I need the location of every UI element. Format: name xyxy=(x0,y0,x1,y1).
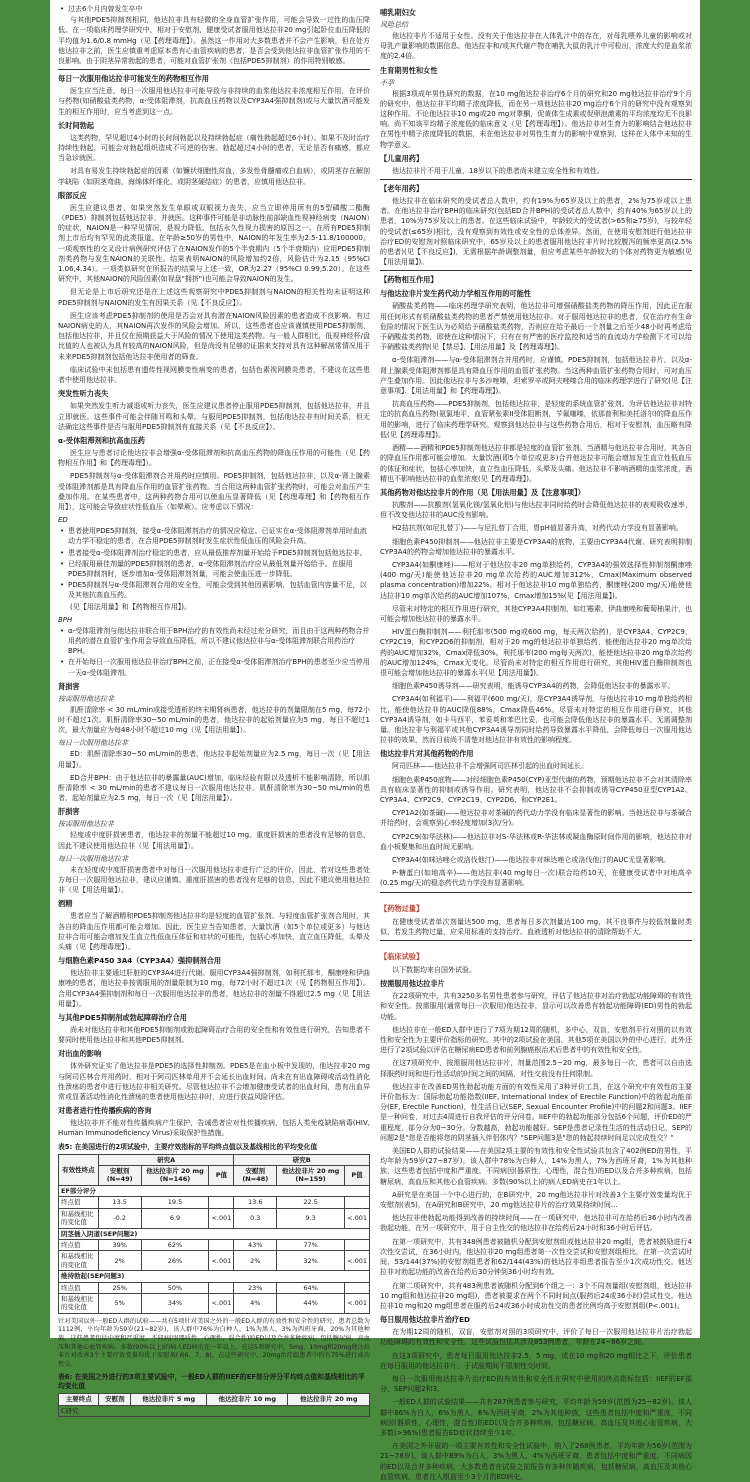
paragraph: CYP1A2(如茶碱)——他达拉非对茶碱的药代动力学没有临床显著性的影响。当他达拉非与茶碱合并给药时，会观察到心率轻度增加(3次/分)。 xyxy=(380,809,692,828)
table-row xyxy=(59,1239,370,1250)
paragraph: 尽管未对特定的相互作用进行研究，其他CYP3A4抑制剂，如红霉素，伊曲康唑和葡萄柚果汁，也可能会增加他达拉非的暴露水平。 xyxy=(380,604,692,623)
table-cell: 5% xyxy=(98,1293,141,1313)
table-cell: <.001 xyxy=(209,1293,234,1313)
ed-bullet: • 患者接受α-受体阻滞剂治疗稳定的患者，应从最低推荐剂量开始给予PDE5抑制剂包括他达拉非。 xyxy=(58,548,370,558)
paragraph: 在健康受试者单次剂量达500 mg，患者每日多次剂量达100 mg，其不良事件与较低剂量时类似，若发生药物过量，应采用标准的支持治疗。血液透析对他达拉非的清除帮助不大。 xyxy=(380,917,692,936)
paragraph: ED合并BPH：由于他达拉非的暴露量(AUC)增加，临床经验有限以及透析不能影响清除，所以肌酐清除率 < 30 mL/min的患者不建议每日一次服用他达拉非。肌酐清除率为30~50 mL/min的患者，起始剂量应为2.5 mg，每日一次（见【用法用量】）。 xyxy=(58,773,370,803)
section-title: 肾损害 xyxy=(58,681,80,691)
paragraph: 酒精——酒精和PDE5抑制剂他达拉非都是轻度的血管扩张剂。当酒精与他达拉非合用时，其各自的降血压作用都可能会增加。大量饮酒(即5个单位或更多)合并他达拉非可能会增加发生直立性低血压的体征和症状，包括心率加快，直立性血压降低，头晕及头痛。他达拉非不影响酒精的血浆浓度，酒精也不影响他达拉非的血浆浓度(见【药理毒理】)。 xyxy=(380,444,692,483)
paragraph: 他达拉非并不能对性传播疾病产生保护，告诫患者应对性传播疾病，包括人类免疫缺陷病毒(HIV, Human Immunodeficiency Virus)采取保护性措施。 xyxy=(58,1119,370,1138)
table-header: 他达拉非片 20 mg (N=159) xyxy=(277,1166,345,1186)
table5-caption: 表5: 在美国进行的2项试验中，主要疗效指标的平均终点值以及基线相比的平均变化值 xyxy=(58,1142,318,1151)
document-page xyxy=(50,0,700,1481)
section-title: 【老年用药】 xyxy=(380,184,424,194)
section-title: 突发性听力丧失 xyxy=(58,389,109,399)
paragraph: 抗高血压药物——PDE5抑制剂，包括他达拉非，是轻度的系统血管扩张剂。为评估他达拉非对特定的抗高血压药物(氨氯地平，血管紧张素II受体阻断剂，苄氟噻嗪，依那普利和美托洛尔)的降血压作用的影响，进行了临床药理学研究。观察到他达拉非与这些药物合用后，相对于安慰剂，血压略有降低(见【药理毒理】)。 xyxy=(380,400,692,439)
row-label: 终点值 xyxy=(59,1239,99,1250)
paragraph: 在这3项研究中，患者每日服用他达拉非2.5，5 mg，或在10 mg和20 mg相比之下，评价患者在每日服用的他达拉非片，于试验期间不限制性交时间。 xyxy=(380,1351,692,1370)
paragraph: 他达拉非片不用于儿童，18岁以下的患者尚未建立安全性和有效性。 xyxy=(392,166,604,175)
table5-body xyxy=(59,1185,370,1313)
table-cell: 34% xyxy=(141,1293,209,1313)
table-cell: 13.6 xyxy=(234,1197,277,1208)
section-title: 对出血的影响 xyxy=(58,1049,102,1059)
table-cell: 43% xyxy=(234,1239,277,1250)
paragraph: CYP3A4(如酮康唑)——相对于他达拉非20 mg单独给药，CYP3A4的强效选择性抑制剂酮康唑(400 mg/天)能使他达拉非20 mg单次给药的AUC增加312%，Cmax(Maximum observed plasma concentration)增加22%。相对于他达拉非10 mg单独给药，酮康唑(200 mg/天)能使他达拉非10 mg单次给药的AUC增加107%，Cmax增加15%(见【用法用量】)。 xyxy=(380,560,692,600)
subheading: 按需服用他达拉非 xyxy=(58,694,114,703)
table-row xyxy=(59,1197,370,1208)
overdose-tag: 【药物过量】 xyxy=(380,903,424,913)
table-cell: <.001 xyxy=(345,1251,370,1271)
paragraph: 细胞色素P450抑制剂——他达拉非主要是CYP3A4的底物，主要由CYP3A4代谢。研究表明抑制CYP3A4的药物会增加他达拉非的暴露水平。 xyxy=(380,537,692,556)
paragraph: 医生应与患者讨论他达拉非会增强α-受体阻滞剂和抗高血压药物的降血压作用的可能性（见【药物相互作用】和【药理毒理】）。 xyxy=(58,448,370,468)
paragraph: 根据3项成年男性研究的数据，在10 mg他达拉非治疗6个月的研究和20 mg他达拉非治疗9个月的研究中，他达拉非平均精子浓度降低，而在另一项他达拉非20 mg治疗6个月的研究中没有观察到这种作用。不论他达拉非10 mg或20 mg对睾酮，促黄体生成素或促卵泡激素的平均浓度均无不良影响。尚不知该平均精子浓度低的临床意义（见【药理毒理】）。他达拉非对生育力的影响结合他达拉非在男性中精子浓度降低的数据，未在他达拉非对男性生育力的影响中观察到，这样在人体中未知的生物学意义。 xyxy=(380,89,692,149)
table-cell: 25% xyxy=(98,1282,141,1293)
section-title: 肝损害 xyxy=(58,807,80,817)
paragraph: 阿司匹林——他达拉非不会增强阿司匹林引起的出血时间延长。 xyxy=(392,762,588,771)
table-cell: 23% xyxy=(234,1282,277,1293)
paragraph: 细胞色素P450诱导剂——研究表明，能诱导CYP3A4的药物，会降低他达拉非的暴露水平。 xyxy=(392,682,675,691)
paragraph: 他达拉非主要通过肝脏的CYP3A4进行代谢。服用CYP3A4强抑制剂，如利托那韦，酮康唑和伊曲康唑的患者，他达拉非按需服用的剂量限制为10 mg，每72小时不超过1次（见【药物相互作用】）。合用CYP3A4强抑制剂和每日一次服用他达拉非的患者，他达拉非的剂量不得超过2.5 mg（见【用法用量】）。 xyxy=(58,969,370,1008)
table-header: 他达拉非片 20 mg xyxy=(288,1394,370,1405)
row-label: 终点值 xyxy=(59,1282,99,1293)
table-header: 安慰剂 (N=49) xyxy=(98,1166,141,1186)
table-header: 他达拉非片 5 mg xyxy=(131,1394,207,1405)
table-group: C研究 xyxy=(59,1405,370,1416)
table-cell xyxy=(345,1282,370,1293)
table-cell: <.001 xyxy=(209,1208,234,1228)
paragraph: 未在轻度或中度肝损害患者中对每日一次服用他达拉非进行广泛的评价，因此，若对这些患者处方每日一次服用他达拉非，建议应谨慎。重度肝损害的患者没有足够的信息，因此不建议使用他达拉非（见【用法用量】）。 xyxy=(58,865,370,895)
table-row xyxy=(59,1282,370,1293)
paragraph: 抗酸剂——抗酸剂(氢氧化镁/氢氧化铝)与他达拉非同时给药时会降低他达拉非的表观吸收速率，但不改变他达拉非的AUC没有影响。 xyxy=(380,500,692,520)
table-cell: 9.3 xyxy=(277,1208,345,1228)
section-title: 与细胞色素P450 3A4（CYP3A4）强抑制剂合用 xyxy=(58,956,222,966)
table-cell: 39% xyxy=(98,1239,141,1250)
paragraph: 美国ED人群的试验结果——在美国2项主要的有效性和安全性试验共包含了402例ED的男性，平均年龄为59岁(27~87岁)，该人群中78%为白种人，14%为黑人，7%为西班牙裔，1%为其他种族，这些患者包括中度和严重度，不同病因(器质性，心理性，混合性)的ED以及合并多种疾病，包括糖尿病，高血压和其他心血管疾病。多数(90%以上)的病人ED病史在1年以上。 xyxy=(380,1147,692,1186)
ed-bullet: • 患者使用PDE5抑制剂，接受α-受体阻滞剂治疗的情况应稳定。已证实在α-受体阻滞剂单用时血流动力学不稳定的患者，在合用PDE5抑制剂时发生症状性低血压的风险会升高。 xyxy=(58,526,370,546)
paragraph: 他达拉非在临床研究的受试者总人数中，约有19%为65岁及以上的患者，2%为75岁或以上患者。在他达拉非治疗BPH的临床研究(包括ED合并BPH)的受试者总人数中，约有40%为65岁以上的患者，10%为75岁及以上的患者。在这些临床试验中，年龄较大的受试者(>65和≥75岁)，与较年轻的受试者(≤65岁)相比，没有观察到有效性或安全性的总体差异。然而，在使用安慰剂进行他达拉非治疗ED的安慰剂对照临床研究中，65岁及以上的患者服用他达拉非片时比较腹泻的频率更高(2.5%的患者)(见【不良反应】)，无需根据年龄调整剂量，但应考虑某些年龄较大的个体对药物更为敏感(见【用法用量】)。 xyxy=(380,197,692,267)
paragraph: P-糖蛋白(如地高辛)——他达拉非(40 mg每日一次)联合给药10天，在健康受试者中对地高辛(0.25 mg/天)的稳态药代动力学没有显著影响。 xyxy=(380,869,692,888)
row-label: 和基线相比的变化值 xyxy=(59,1293,99,1313)
top-bullet: • 过去6个月内曾发生卒中 xyxy=(58,4,370,14)
table-header: 有效性终点 xyxy=(59,1154,99,1185)
subheading: 风险总结 xyxy=(380,21,408,29)
section-title: 【药物相互作用】 xyxy=(380,275,438,285)
table-header: 安慰剂 (N=48) xyxy=(234,1166,277,1186)
table-cell: 0.3 xyxy=(234,1208,277,1228)
subsection-title: 每日服用他达拉非片治疗ED xyxy=(380,1315,470,1325)
ed-label: ED xyxy=(58,516,68,525)
bph-label: BPH xyxy=(58,615,73,624)
table-cell: 4% xyxy=(234,1293,277,1313)
paragraph: 医生应当注意，每日一次服用他达拉非可能导致与非持续的血浆他达拉非浓度相互作用，在评价与药物(如硝酸盐类药物，α-受体阻滞剂，抗高血压药物以及CYP3A4强抑制剂)或与大量饮酒可能发生的相互作用时，应当考虑到这一点。 xyxy=(58,87,370,116)
table-cell xyxy=(345,1239,370,1250)
paragraph: CYP2C9(如华法林)——他达拉非对S-华法林或R-华法林或凝血酶原时间作用的影响，他达拉非对血小板聚集和出血时间无影响。 xyxy=(380,832,692,851)
paragraph: 尚未对他达拉非和其他PDE5抑制剂或勃起障碍治疗合用的安全性和有效性进行研究，告知患者不要同时使用他达拉非和其他PDE5抑制剂。 xyxy=(58,1026,370,1045)
table-cell: 26% xyxy=(141,1251,209,1271)
row-label: 和基线相比的变化值 xyxy=(59,1208,99,1228)
subsection-title: 按需服用他达拉非片 xyxy=(380,979,445,989)
paragraph: 在22项研究中，共有3250多名男性患者参与研究，评估了他达拉非对治疗勃起功能障碍的有效性和安全性。按需服用(通常每日一次服用)他达拉非，显示可以改善患有勃起功能障碍(ED)男性的勃起功能。 xyxy=(380,992,692,1021)
table-row xyxy=(59,1208,370,1228)
table-cell: 32% xyxy=(277,1251,345,1271)
table-cell: 13.5 xyxy=(98,1197,141,1208)
paragraph: 在这7项研究中，按需服用他达拉非片，剂量范围2.5~20 mg，最多每日一次，患者可以自由选择服药时间和进行性活动的时间之间的间隔，对性交前没有任何限制。 xyxy=(380,1059,692,1078)
table-cell: 2% xyxy=(98,1251,141,1271)
paragraph: 在美国之外开展的一项主要有效性和安全性试验中，纳入了268例患者，平均年龄为56岁(范围为21~78岁)，该人群中89%为白人，3%为黑人，4%为西班牙裔，患者包括中度和严重度，不同病因的ED以及合并多种疾病，大多数患者在试验之前报告有多种伴随疾病，包括糖尿病，高血压及其他心血管疾病，患者在入组前至少3个月的ED病史。 xyxy=(380,1442,692,1481)
section-title: 每日一次服用他达拉非可能发生的药物相互作用 xyxy=(58,74,209,84)
divider xyxy=(380,940,692,941)
subheading: 每日一次服用他达拉非 xyxy=(58,854,128,863)
subheading: 每日一次服用他达拉非 xyxy=(58,739,128,748)
paragraph: 医生应该考虑PDE5抑制剂的使用是否会对具有潜在NAION风险因素的患者造成不良影响。有过NAION病史的人，其NAION再次发作的风险会增加。所以，这些患者也应该谨慎使用PDE5抑制剂，包括他达拉非，并且仅在预期获益大于风险的情况下使用这类药物。与一般人群相比，低视神经杯/盘比值的人也被认为具有较高的NAION风险，但是尚没有足够的证据来支持对具有这种解剖常情况用于未来PDE5抑制剂包括他达拉非使用者的筛查。 xyxy=(58,311,370,361)
paragraph: 在第一项研究中，共有348例患者被随机分配到安慰剂组或他达拉非20 mg组，患者被鼓励进行4次性交尝试，在36小时内，他达拉非20 mg组患者第一次性交尝试和安慰剂组相比，在第一次尝试时间，53/144(37%)的安慰剂组患者和62/144(43%)的他达拉非组患者报告至少1次成功性交。他达拉非对勃起功能的改善在给药后30分钟到36小时均有效。 xyxy=(380,1237,692,1277)
table5 xyxy=(58,1154,370,1314)
paragraph: 他达拉非片不适用于女性。没有关于他达拉非在人体乳汁中的存在，对母乳喂养儿童的影响或对母乳产量影响的数据信息。他达拉非和/或其代谢产物在哺乳大鼠的乳汁中可检出，浓度大约是血浆浓度的2.4倍。 xyxy=(380,32,692,61)
divider xyxy=(380,892,692,893)
table-cell: 77% xyxy=(277,1239,345,1250)
table-cell xyxy=(209,1282,234,1293)
paragraph: 医生应建议患者，如果突然发生单眼或双眼视力丧失，应当立即停用所有的5型磷酸二酯酶（PDE5）抑制剂包括他达拉非，并就医。这种事件可能是非动脉性前部缺血性视神经病变（NAION）的症状，NAION是一种罕见情况，是视力降低、包括永久性视力损害的原因之一。在所有PDE5抑制剂上市后均有罕见的此类报道。在年龄≥50岁的男性中，NAION的年发生率为2.5-11.8/100000。一项观察性的交叉设计病例研究评估了在NAION发作的5个半衰期内（5个半衰期内）应用PDE5抑制剂类药物与发生NAION的关联性。结果表明NAION的风险增加约2倍，风险估计为2.15（95%CI 1.06,4.34）。一项类似研究在所报告的结果与上述一致，OR为2.27（95%CI 0.99,5.20）。在这些研究中，其他NAION的风险因素(如视盘"拥挤")也可能会导致NAION的发生。 xyxy=(58,203,370,284)
intro-paragraph: 与其他PDE5抑制剂相同，他达拉非具有轻微的全身血管扩张作用，可能会导致一过性的血压降低。在一项临床药理学研究中，相对于安慰剂，健康受试者服用他达拉非20 mg引起卧位血压降低的平均值为1.6/0.8 mmHg（见【药理毒理】）。虽然这一作用对大多数患者并不会产生影响，但在处方他达拉非之前，医生应慎重考虑原本患有心血管疾病的患者，是否会受到他达拉非血管扩张作用的不良影响。由于阴茎异常勃起的患者，可能对血管扩张剂（包括PDE5抑制剂）的作用特别敏感。 xyxy=(58,16,370,66)
divider xyxy=(58,69,370,70)
paragraph: 但无论是上市后研究还是在上述这些观察研究中PDE5抑制剂与NAION的相关性均未证明这种PDE5抑制剂与NAION的发生有因果关系（见【不良反应】）。 xyxy=(58,288,370,307)
table-header: 他达拉非片 20 mg (N=146) xyxy=(141,1166,209,1186)
paragraph: 细胞色素P450底物——对经细胞色素P450(CYP)亚型代谢的药物，预期他达拉非不会对其清除率具有临床显著性的抑制或诱导作用。研究表明，他达拉非不会抑制或诱导CYP450亚型CYP1A2、CYP3A4、CYP2C9、CYP2C19、CYP2D6、和CYP2E1。 xyxy=(380,775,692,804)
right-column xyxy=(380,4,692,1481)
table-cell: <.001 xyxy=(345,1293,370,1313)
section-title: 长时间勃起 xyxy=(58,120,94,130)
table-cell xyxy=(209,1239,234,1250)
subsection-title: 其他药物对他达拉非片的作用（见【用法用量】及【注意事项】） xyxy=(380,487,585,497)
paragraph: 这类药物，罕见超过4小时的长时间勃起以及持续勃起症（痛性勃起超过6小时）。如果不及时治疗持续性勃起，可能会对勃起组织造成不可逆的伤害。勃起超过4小时的患者，无论是否有痛感，都应当急诊就医。 xyxy=(58,133,370,163)
table-cell: 50% xyxy=(141,1282,209,1293)
table-note: 针对美国以外一般ED人群的试验——共有5项针对美国之外的一般ED人群的有效性和安全性的研究，患者总数为1112例，平均年龄为59岁(21~82岁)，该人群中76%为白种人，1%为黑人，3%为西班牙裔，20%为其他种族，这些患者包括中度和严重度、不同病因(器质性、心理性、混合性)的ED以及合并多种疾病，包括糖尿病，高血压和其他心血管疾病。多数(90%以上)的病人ED病史在一年以上，在这5项研究中，5mg、10mg和20mg他达拉非片对改善3个主要疗效变量均优于安慰剂(表6、7、8)，在这些研究中，20mg治疗组患者中约有75%进行成功性交。 xyxy=(58,1317,370,1368)
paragraph: 他达拉非在一般ED人群中进行了7项为期12周的随机，多中心，双盲，安慰剂平行对照的以有效性和安全性为主要评价指标的研究。其中的2项试验在美国，其他5项在美国以外的中心进行，此外还进行了2项试验以评估在糖尿病ED患者和前列腺癌根治术后患者中的有效性和安全性。 xyxy=(380,1025,692,1055)
table-header: 主要终点 xyxy=(59,1394,99,1405)
section-title: 对患者进行性传播疾病的咨询 xyxy=(58,1106,152,1116)
table-cell: 22.5 xyxy=(277,1197,345,1208)
section-title: 生育期男性和女性 xyxy=(380,65,438,75)
divider xyxy=(380,270,692,271)
paragraph: 以下数据均来自国外试验。 xyxy=(392,966,476,975)
table-cell: 64% xyxy=(277,1282,345,1293)
divider xyxy=(380,179,692,180)
paragraph: 在为期12周的随机，双盲，安慰剂对照的3项研究中，评价了每日一次服用他达拉非片治疗勃起功能障碍的有效性和安全性。这些试验包括共涉及853例患者，年龄在24~86岁之间。 xyxy=(380,1328,692,1347)
table-header: 安慰剂 xyxy=(99,1394,131,1405)
paragraph: CYP3A4(如利福平)——利福平(600 mg/天)，是CYP3A4诱导剂，与他达拉非10 mg单独给药相比，能使他达拉非的AUC降低88%，Cmax降低46%。尽管未对特定的相互作用进行研究，其他CYP3A4诱导剂，如卡马西平，苯妥英和苯巴比妥，也可能会降低他达拉非的暴露水平。无需调整剂量。他达拉非与利福平或其他CYP3A4诱导剂同时给药导致暴露水平降低，会降低每日一次服用他达拉非的效果，然而目前尚不清楚对他达拉非有效性的影响程度。 xyxy=(380,695,692,745)
paragraph: CYP3A4(如咪达唑仑或洛伐他汀)——他达拉非对咪达唑仑或洛伐他汀的AUC无显著影响。 xyxy=(392,856,671,864)
section-title: 【儿童用药】 xyxy=(380,153,424,163)
section-title: 与其他PDE5抑制剂或勃起障碍治疗合用 xyxy=(58,1013,187,1023)
row-label: 终点值 xyxy=(59,1197,99,1208)
bph-bullet: • 在开始每日一次服用他达拉非治疗BPH之前，正在接受α-受体阻滞剂治疗BPH的患者至少应当停用一天α-受体阻滞剂。 xyxy=(58,657,370,677)
paragraph: 如果突然发生听力减退或听力丧失，医生应建议患者停止服用PDE5抑制剂，包括他达拉非，并且立即就医。这些事件可能会伴随耳鸣和头晕。与服用PDE5抑制剂，包括他达拉非有时间关系，但无法确定这些事件是否与服用PDE5抑制剂有直接关系（见【不良反应】）。 xyxy=(58,402,370,431)
section-title: 酒精 xyxy=(58,899,73,909)
paragraph: HIV蛋白酶抑制剂——利托那韦(500 mg或600 mg，每天两次给药)，是CYP3A4、CYP2C9、CYP2C19，和CYP2D6的抑制剂，相对于20 mg的他达拉非单独给药，能使他达拉非20 mg单次给药的AUC增加32%，Cmax降低30%。利托那韦(200 mg每天两次)，能使他达拉非20 mg单次给药的AUC增加124%，Cmax无变化。尽管尚未对特定的相互作用进行研究，其他HIV蛋白酶抑制剂也很可能会增加他达拉非的暴露水平(见【用法用量】)。 xyxy=(380,628,692,677)
paragraph: 一般ED人群的试验结果——共有287例患者参与研究，平均年龄为59岁(范围为25~82岁)，该人群中86%为白人，6%为黑人，6%为西班牙裔，2%为其他种族，这些患者包括中度和严重度，不同病因(器质性，心理性，混合性)的ED以及合并多种疾病，包括糖尿病，高血压及其他心血管疾病，大多数(>96%)患者报告ED症状持续至少1年。 xyxy=(380,1398,692,1437)
paragraph: H2拮抗剂(如尼扎替丁)——与尼扎替丁合用，胃pH值显著升高，对药代动力学没有显著影响。 xyxy=(392,524,683,533)
subheading: 不孕 xyxy=(380,78,394,87)
table6-caption: 表6: 在美国之外进行的3项主要试验中，一般ED人群的IIEF的EF部分评分平均终点值和基线相比的平均变化值 xyxy=(58,1373,365,1391)
ed-bullet: • 已经服用最佳剂量的PDE5抑制剂的患者，α-受体阻滞剂治疗应从最低剂量开始给予。在服用PDE5抑制剂时，逐步增加α-受体阻滞剂剂量，可能会使血压进一步降低。 xyxy=(58,559,370,579)
section-title: 哺乳期妇女 xyxy=(380,8,416,17)
paragraph: PDE5抑制剂与α-受体阻滞剂合并用药时应慎用。PDE5抑制剂，包括他达拉非，以及α-肾上腺素受体阻滞剂都是具有降血压作用的血管扩张药物。当合用这两种血管扩张药物时，可能会对血压产生叠加作用。在某些患者中，这两种药物合用可以使血压显著降低（见【药理毒理】和【药物相互作用】），这可能会导致症状性低血压（如晕厥）。应考虑以下情况： xyxy=(58,472,370,511)
section-title: 眼部反应 xyxy=(58,190,87,200)
table-cell: <.001 xyxy=(345,1208,370,1228)
table-header: 研究B xyxy=(234,1154,370,1165)
ed-bullet: • PDE5抑制剂与α-受体阻滞剂合用的安全性，可能会受到其他因素影响，包括血管内容量不足，以及其他抗高血压药。 xyxy=(58,580,370,600)
table-group: EF部分评分 xyxy=(59,1185,370,1196)
paragraph: ED：肌酐清除率30~50 mL/min的患者，他达拉非起始剂量应为2.5 mg，每日一次（见【用法用量】）。 xyxy=(58,750,370,769)
table-row xyxy=(59,1293,370,1313)
subheading: 按需服用他达拉非 xyxy=(58,820,114,829)
table-cell: 62% xyxy=(141,1239,209,1250)
table-group: 维持勃起(SEP问题3) xyxy=(59,1271,370,1282)
table-cell: 44% xyxy=(277,1293,345,1313)
paragraph: A研究是在美国一个中心进行的，在B研究中，20 mg他达拉非片对改善3个主要疗效变量均优于安慰剂(表5)，在A研究和B研究中，20 mg他达拉非片的治疗效果持续时间... xyxy=(380,1190,692,1210)
subsection-title: 他达拉非片对其他药物的作用 xyxy=(380,749,474,759)
table-cell xyxy=(345,1197,370,1208)
table-cell: 19.5 xyxy=(141,1197,209,1208)
paragraph: 对具有易发生持续勃起症的因素（如镰状细胞性贫血，多发性骨髓瘤或白血病），或阴茎存在解剖学缺陷（如阴茎弯曲，海绵体纤维化，或阴茎硬结症）的患者，应慎用他达拉非。 xyxy=(58,167,370,186)
subsection-title: 与他达拉非片发生药代动力学相互作用的可能性 xyxy=(380,289,531,299)
paragraph: 硝酸盐类药物——临床药理学研究表明，他达拉非可增强硝酸盐类药物的降压作用，因此正在服用任何形式有机硝酸盐类药物的患者严禁使用他达拉非。对于服用他达拉非的患者，仅在治疗有生命危险的情况下医生认为必须给予硝酸盐类药物，否则应在给予最后一个剂量之后至少48小时再考虑给予硝酸盐类药物，即使在这种情况下，只有在有严密的医疗监控和适当的血流动力学检测下才可以给予硝酸盐类药物(见【禁忌】、【用法用量】及【药理毒理】)。 xyxy=(380,302,692,352)
paragraph: 他达拉非使勃起功能得到改善的持续时间——在一项研究中，他达拉非可在给药后36小时内改善勃起功能，在另一项研究中，用于自主性交的他达拉非在给药后24小时和36小时后评估。 xyxy=(380,1214,692,1233)
row-label: 和基线相比的变化值 xyxy=(59,1251,99,1271)
table-header: P值 xyxy=(345,1166,370,1186)
table-cell: 6.9 xyxy=(141,1208,209,1228)
table-row xyxy=(59,1251,370,1271)
paragraph: 体外研究证实了他达拉非是PDE5的选择性抑制剂。PDE5是在血小板中发现的，他达拉非20 mg与阿司匹林合并用药时，相对于阿司匹林单用并不会延长出血时间。尚未在有出血障碍或活动性消化性溃疡的患者中进行他达拉非相关研究。尽管他达拉非不会增加健康受试者的出血时间，患有出血异常或显著活动性消化性溃疡的患者使用他达拉非时，应进行获益风险评估。 xyxy=(58,1062,370,1102)
table-cell xyxy=(209,1197,234,1208)
table6 xyxy=(58,1393,370,1417)
paragraph: α-受体阻滞剂——与α-受体阻滞剂合并用药时，应谨慎。PDE5抑制剂，包括他达拉非片，以及α-肾上腺素受体阻滞剂都是具有降血压作用的血管扩张药物。当这两种血管扩张药物合用时，可对血压产生叠加作用。因此他达拉非与多沙唑嗪，坦索罗辛或阿夫唑嗪合用的临床药理学进行了研究(见【注意事项】、【用法用量】和【药理毒理】)。 xyxy=(380,356,692,396)
paragraph: 在第二项研究中，共有483例患者被随机分配到6个组之一：3个不同剂量组(安慰剂组，他达拉非10 mg组和他达拉非20 mg组)，患者被要求在两个不同时间点(服药后24或36小时)尝试性交。他达拉非10 mg和20 mg组患者在服药后24或36小时成功性交的患者比例均高于安慰剂组(P<.001)。 xyxy=(380,1281,692,1310)
table-header: P值 xyxy=(209,1166,234,1186)
paragraph: 临床试验中未包括患有遗传性视网膜变性病变的患者，包括色素视网膜炎患者，不建议在这些患者中使用他达拉非。 xyxy=(58,365,370,385)
paragraph: 患者应当了解酒精和PDE5抑制剂他达拉非均是轻度的血管扩张剂。与轻度血管扩张剂合用时，其各自的降血压作用都可能会增加。因此，医生应当告知患者，大量饮酒（如5个单位或更多）与他达拉非合用可能会增加发生直立性低血压体征和症状的可能性，包括心率加快，直立血压降低，头晕及头痛（见【药理毒理】）。 xyxy=(58,912,370,952)
table-header: 研究A xyxy=(98,1154,234,1165)
table-group: 阴茎插入阴道(SEP问题2) xyxy=(59,1228,370,1239)
table-cell: 2% xyxy=(234,1251,277,1271)
paragraph: 他达拉非在改善ED男性勃起功能方面的有效性采用了3种评价工具，在这个研究中有效性的主要评价指标为：国际勃起功能指数(IIEF, International Index of Erectile Function)中的勃起功能部分(EF, Erectile Function)，性生活日记(SEP, Sexual Encounter Profile)中的问题2和问题3。IIEF是一种问卷，对过去4周进行自我评估的评分问卷。IIEF中的勃起功能部分包括6个问题，评价ED的严重程度，部分分为0~30分。分数越高，勃起功能越好。SEP是患者记录性生活的性活动日记，SEP的问题2是"您是否能将您的阴茎插入伴侣体内？"SEP问题3是"您的勃起持续时间足以完成性交？" xyxy=(380,1082,692,1142)
paragraph: (见【用法用量】和【药物相互作用】)。 xyxy=(70,602,191,611)
paragraph: 每日一次服用他达拉非片治疗ED的有效性和安全性在研究中使用的终点指标包括：IIEF的EF部分，SEP问题2和3。 xyxy=(380,1374,692,1394)
bph-bullet: • α-受体阻滞剂与他达拉非联合用于BPH治疗的有效性尚未经过充分研究，而且由于这两种药物合并用药的潜在血管扩张作用会导致血压降低，所以不建议他达拉非与α-受体阻滞剂联合用药治疗BPH。 xyxy=(58,626,370,657)
section-title: α-受体阻滞剂和抗高血压药 xyxy=(58,435,145,445)
table-cell: -0.2 xyxy=(98,1208,141,1228)
table-header: 他达拉非片 10 mg xyxy=(206,1394,288,1405)
trials-tag: 【临床试验】 xyxy=(380,952,424,962)
paragraph: 肌酐清除率 < 30 mL/min或接受透析的终末期肾病患者，他达拉非的剂量限制在5 mg，每72小时不超过1次。肌酐清除率30~50 mL/min的患者，他达拉非的起始剂量应为5 mg，每日不超过1次，最大剂量应为每48小时不超过10 mg（见【用法用量】）。 xyxy=(58,705,370,735)
paragraph: 轻度或中度肝损害患者，他达拉非的剂量不能超过10 mg。重度肝损害的患者没有足够的信息，因此不建议使用他达拉非（见【用法用量】）。 xyxy=(58,831,370,850)
table-cell: <.001 xyxy=(209,1251,234,1271)
left-column xyxy=(58,4,370,1415)
